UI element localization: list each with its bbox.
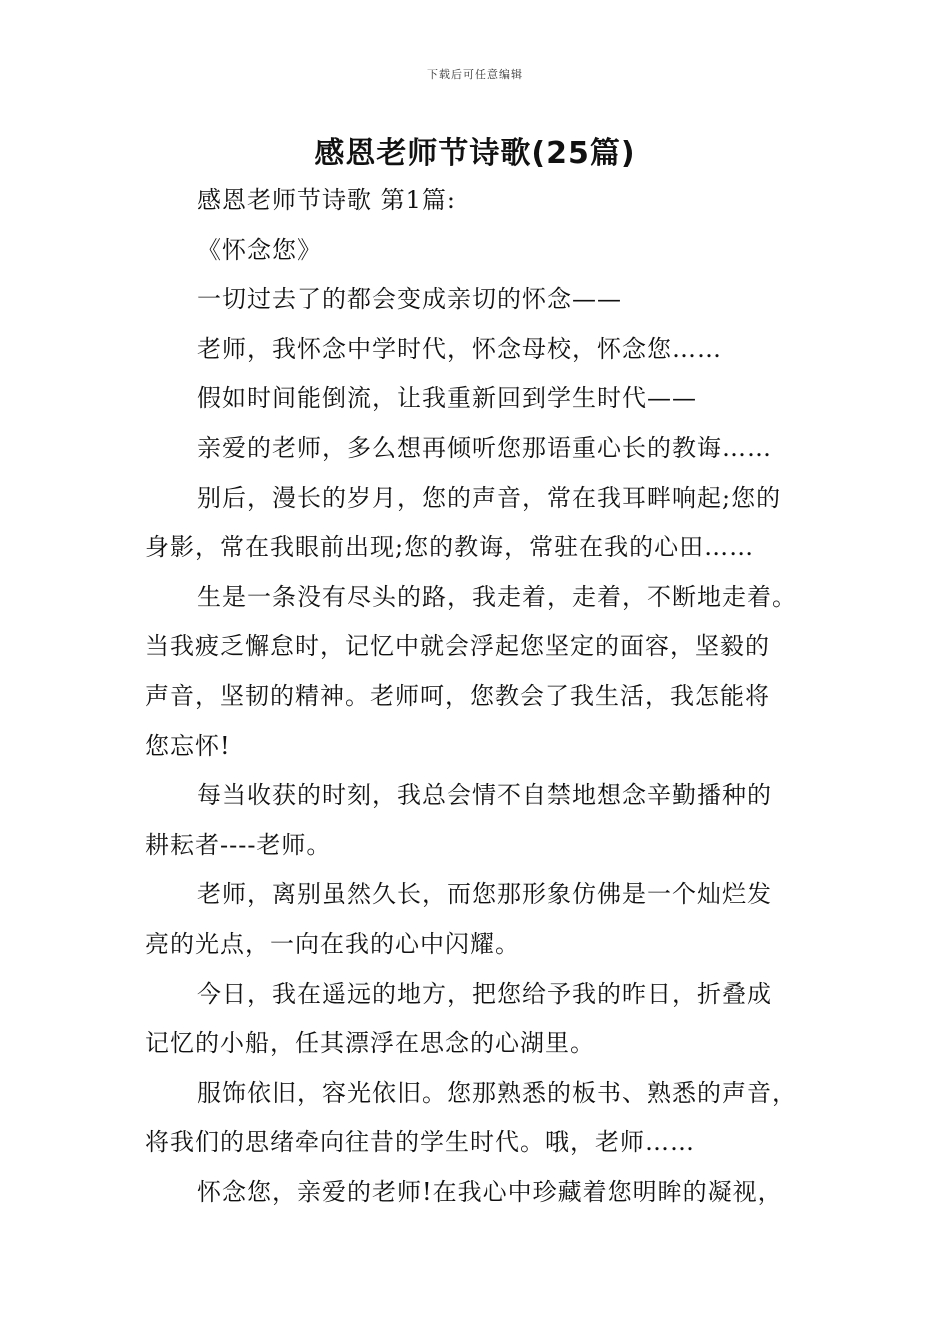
text-line: 今日，我在遥远的地方，把您给予我的昨日，折叠成 bbox=[197, 979, 772, 1008]
text-line: 服饰依旧，容光依旧。您那熟悉的板书、熟悉的声音， bbox=[197, 1078, 797, 1107]
document-title: 感恩老师节诗歌(25篇) bbox=[314, 136, 636, 171]
text-line: 每当收获的时刻，我总会情不自禁地想念辛勤播种的 bbox=[197, 781, 772, 810]
text-line: 亮的光点，一向在我的心中闪耀。 bbox=[145, 929, 520, 958]
text-line: 生是一条没有尽头的路，我走着，走着，不断地走着。 bbox=[197, 582, 797, 611]
text-line: 一切过去了的都会变成亲切的怀念—— bbox=[197, 285, 622, 314]
text-line: 身影，常在我眼前出现;您的教诲，常驻在我的心田…… bbox=[145, 533, 755, 562]
text-line: 将我们的思绪牵向往昔的学生时代。哦，老师…… bbox=[145, 1128, 695, 1157]
text-line: 《怀念您》 bbox=[197, 235, 322, 264]
poem-body bbox=[145, 176, 835, 1217]
text-line: 别后，漫长的岁月，您的声音，常在我耳畔响起;您的 bbox=[197, 483, 782, 512]
text-line: 怀念您，亲爱的老师!在我心中珍藏着您明眸的凝视， bbox=[197, 1177, 783, 1206]
text-line: 声音，坚韧的精神。老师呵，您教会了我生活，我怎能将 bbox=[145, 681, 770, 710]
text-line: 老师，我怀念中学时代，怀念母校，怀念您…… bbox=[197, 334, 722, 363]
text-line: 假如时间能倒流，让我重新回到学生时代—— bbox=[197, 384, 697, 413]
text-line: 耕耘者----老师。 bbox=[145, 830, 332, 859]
text-line: 您忘怀! bbox=[145, 731, 231, 760]
header-note: 下载后可任意编辑 bbox=[427, 68, 523, 81]
text-line: 当我疲乏懈怠时，记忆中就会浮起您坚定的面容，坚毅的 bbox=[145, 632, 770, 661]
text-line: 亲爱的老师，多么想再倾听您那语重心长的教诲…… bbox=[197, 433, 772, 462]
text-line: 记忆的小船，任其漂浮在思念的心湖里。 bbox=[145, 1029, 595, 1058]
text-line: 老师，离别虽然久长，而您那形象仿佛是一个灿烂发 bbox=[197, 880, 772, 909]
text-line: 感恩老师节诗歌 第1篇: bbox=[197, 186, 456, 214]
